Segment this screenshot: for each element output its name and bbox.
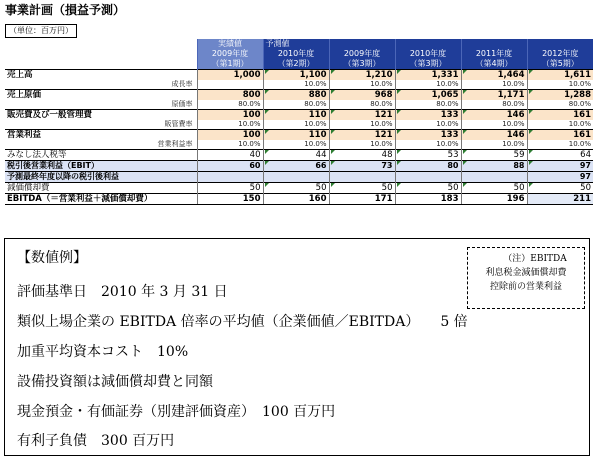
- table-cell: 80.0%: [263, 100, 329, 110]
- table-cell: 133: [395, 130, 461, 141]
- table-row: [5, 100, 593, 110]
- table-cell: 80.0%: [461, 100, 527, 110]
- table-row: [5, 90, 593, 101]
- example-heading: 【数値例】: [17, 250, 87, 266]
- row-label: 売上高: [5, 70, 197, 81]
- table-cell: 161: [527, 110, 593, 121]
- table-cell: 50: [263, 183, 329, 194]
- profit-forecast-table: [5, 39, 593, 205]
- row-label: 販売費及び一般管理費: [5, 110, 197, 121]
- table-row: [5, 161, 593, 172]
- table-cell: 59: [461, 150, 527, 161]
- table-cell: 66: [263, 161, 329, 172]
- table-cell: 73: [329, 161, 395, 172]
- table-cell: 10.0%: [329, 140, 395, 150]
- table-row: [5, 110, 593, 121]
- table-cell: 10.0%: [263, 120, 329, 130]
- table-cell: 146: [461, 130, 527, 141]
- row-label: 売上原価: [5, 90, 197, 101]
- ebitda-note: [467, 247, 585, 309]
- row-label: みなし法人税等: [5, 150, 197, 161]
- table-cell: 100: [197, 130, 263, 141]
- row-label: 営業利益率: [5, 140, 197, 150]
- forecast-label: 予測値: [263, 39, 329, 49]
- table-row: [5, 150, 593, 161]
- table-header-row: [5, 39, 593, 49]
- table-row: [5, 172, 593, 183]
- table-cell: 10.0%: [197, 140, 263, 150]
- table-cell: 161: [527, 130, 593, 141]
- table-cell: 53: [395, 150, 461, 161]
- example-line: 有利子負債 300 百万円: [17, 433, 175, 449]
- row-label: EBITDA（＝営業利益＋減価償却費）: [5, 194, 197, 205]
- table-cell: 97: [527, 172, 593, 183]
- table-cell: 800: [197, 90, 263, 101]
- table-cell: 80.0%: [527, 100, 593, 110]
- table-row: [5, 80, 593, 90]
- table-cell: 1,171: [461, 90, 527, 101]
- table-cell: 80.0%: [197, 100, 263, 110]
- business-plan-section: [5, 2, 595, 205]
- table-row: [5, 130, 593, 141]
- table-cell: 10.0%: [461, 140, 527, 150]
- table-cell: 10.0%: [461, 80, 527, 90]
- example-line: 類似上場企業の EBITDA 倍率の平均値（企業価値／EBITDA） 5 倍: [17, 314, 468, 330]
- table-cell: 171: [329, 194, 395, 205]
- column-period: 第3期: [351, 59, 373, 68]
- column-period: 第5期: [549, 59, 571, 68]
- table-cell: 50: [395, 183, 461, 194]
- table-cell: 80.0%: [395, 100, 461, 110]
- table-cell: 10.0%: [329, 120, 395, 130]
- table-row: [5, 194, 593, 205]
- table-cell: 50: [461, 183, 527, 194]
- table-cell: 211: [527, 194, 593, 205]
- column-year: 2009年度: [329, 49, 395, 59]
- table-cell: 121: [329, 110, 395, 121]
- column-period: 第4期: [483, 59, 505, 68]
- table-cell: 44: [263, 150, 329, 161]
- table-cell: 10.0%: [527, 80, 593, 90]
- table-row: [5, 140, 593, 150]
- column-year: 2010年度: [263, 49, 329, 59]
- table-cell: 10.0%: [329, 80, 395, 90]
- table-cell: 146: [461, 110, 527, 121]
- table-cell: 64: [527, 150, 593, 161]
- column-year: 2012年度: [527, 49, 593, 59]
- table-cell: 10.0%: [395, 120, 461, 130]
- table-cell: 110: [263, 130, 329, 141]
- table-cell: 40: [197, 150, 263, 161]
- example-line: 現金預金・有価証券（別建評価資産） 100 百万円: [17, 404, 336, 420]
- table-cell: 10.0%: [395, 80, 461, 90]
- table-cell: 50: [527, 183, 593, 194]
- row-label: 原価率: [5, 100, 197, 110]
- table-cell: 150: [197, 194, 263, 205]
- table-cell: 50: [197, 183, 263, 194]
- table-cell: 1,210: [329, 70, 395, 81]
- row-label: 減価償却費: [5, 183, 197, 194]
- table-cell: 10.0%: [527, 140, 593, 150]
- row-label: 営業利益: [5, 130, 197, 141]
- table-cell: 196: [461, 194, 527, 205]
- row-label: 成長率: [5, 80, 197, 90]
- table-cell: 50: [329, 183, 395, 194]
- unit-label: （単位：百万円）: [5, 24, 77, 38]
- example-line: 加重平均資本コスト 10%: [17, 344, 189, 360]
- table-row: [5, 120, 593, 130]
- column-year: 2010年度: [395, 49, 461, 59]
- table-cell: 97: [527, 161, 593, 172]
- row-label: 販管費率: [5, 120, 197, 130]
- note-title: （注）EBITDA: [503, 254, 567, 264]
- table-cell: 1,100: [263, 70, 329, 81]
- table-cell: 80.0%: [329, 100, 395, 110]
- table-cell: 121: [329, 130, 395, 141]
- table-cell: 48: [329, 150, 395, 161]
- table-cell: 1,611: [527, 70, 593, 81]
- table-cell: 1,065: [395, 90, 461, 101]
- column-period: 第1期: [219, 59, 241, 68]
- table-cell: 1,288: [527, 90, 593, 101]
- table-cell: [197, 172, 263, 183]
- table-cell: 1,464: [461, 70, 527, 81]
- table-header-row: （第1期） （第2期） （第3期） （第3期） （第4期） （第5期）: [5, 59, 593, 70]
- table-cell: [395, 172, 461, 183]
- table-cell: 88: [461, 161, 527, 172]
- table-cell: 10.0%: [395, 140, 461, 150]
- example-line: 評価基準日 2010 年 3 月 31 日: [17, 284, 228, 300]
- table-cell: 10.0%: [197, 120, 263, 130]
- table-cell: 183: [395, 194, 461, 205]
- row-label: 税引後営業利益（EBIT）: [5, 161, 197, 172]
- column-period: 第2期: [285, 59, 307, 68]
- column-year: 2011年度: [461, 49, 527, 59]
- note-text: 控除前の営業利益: [489, 282, 562, 292]
- table-row: [5, 70, 593, 81]
- page-title: 事業計画（損益予測）: [5, 3, 126, 17]
- table-cell: 60: [197, 161, 263, 172]
- table-cell: 1,000: [197, 70, 263, 81]
- table-cell: [329, 172, 395, 183]
- table-cell: 968: [329, 90, 395, 101]
- example-line: 設備投資額は減価償却費と同額: [17, 374, 213, 390]
- table-cell: [461, 172, 527, 183]
- column-year: 2009年度: [197, 49, 263, 59]
- table-cell: 880: [263, 90, 329, 101]
- table-header-row: [5, 49, 593, 59]
- note-text: 利息税金減価償却費: [485, 268, 567, 278]
- table-cell: 100: [197, 110, 263, 121]
- table-cell: 10.0%: [263, 140, 329, 150]
- column-period: 第3期: [417, 59, 439, 68]
- table-cell: 133: [395, 110, 461, 121]
- row-label: 予測最終年度以降の税引後利益: [5, 172, 197, 183]
- table-cell: [197, 80, 263, 90]
- table-cell: 10.0%: [461, 120, 527, 130]
- table-cell: 80: [395, 161, 461, 172]
- table-row: [5, 183, 593, 194]
- table-cell: 160: [263, 194, 329, 205]
- table-cell: 10.0%: [527, 120, 593, 130]
- table-cell: 110: [263, 110, 329, 121]
- numeric-example-box: [4, 238, 590, 456]
- table-cell: [263, 172, 329, 183]
- table-cell: 1,331: [395, 70, 461, 81]
- actual-label: 実績値: [197, 39, 263, 49]
- table-cell: 10.0%: [263, 80, 329, 90]
